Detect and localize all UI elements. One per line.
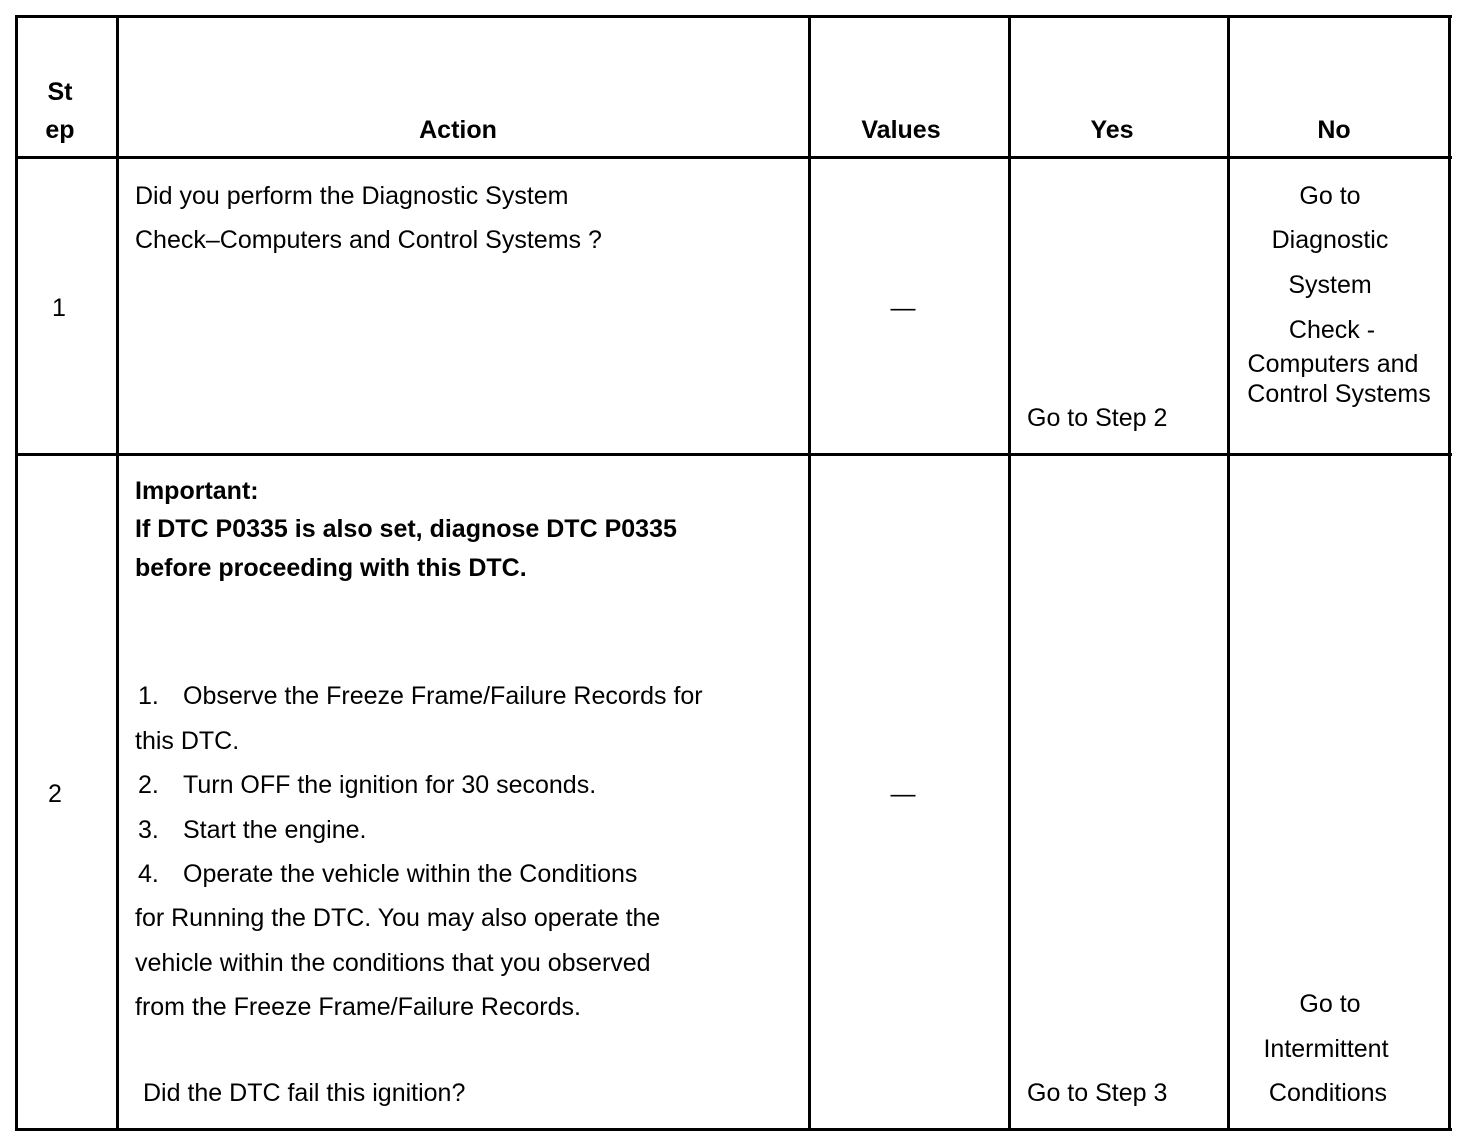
yes-link[interactable]: Go to Step 2 <box>1027 404 1168 432</box>
important-label: Important: <box>135 477 259 505</box>
list-item-number: 1. <box>138 682 159 710</box>
step-number: 1 <box>52 294 66 322</box>
header-step-line1: St <box>47 78 73 106</box>
list-item-text: Operate the vehicle within the Conditions <box>183 860 638 888</box>
list-item-number: 2. <box>138 771 159 799</box>
values-dash: — <box>890 294 916 322</box>
header-yes: Yes <box>1090 116 1134 144</box>
question-text: Did the DTC fail this ignition? <box>143 1079 466 1107</box>
header-divider <box>15 156 1452 159</box>
header-values: Values <box>861 116 941 144</box>
list-item-number: 3. <box>138 816 159 844</box>
table-border-left <box>15 15 18 1131</box>
no-link-line[interactable]: System <box>1288 271 1372 299</box>
column-divider-values <box>1008 15 1011 1131</box>
no-link-line[interactable]: Go to <box>1299 182 1361 210</box>
list-item-text: Turn OFF the ignition for 30 seconds. <box>183 771 597 799</box>
list-item-text: for Running the DTC. You may also operate the <box>135 904 661 932</box>
no-link-line[interactable]: Intermittent <box>1263 1035 1389 1063</box>
table-border-top <box>15 15 1452 18</box>
header-no: No <box>1317 116 1351 144</box>
no-link-line[interactable]: Check - <box>1288 316 1376 344</box>
list-item-text: Observe the Freeze Frame/Failure Records for <box>183 682 703 710</box>
column-divider-yes <box>1227 15 1230 1131</box>
action-text: Check–Computers and Control Systems ? <box>135 226 602 254</box>
no-link-line[interactable]: Computers and <box>1247 350 1419 378</box>
table-border-bottom <box>15 1128 1452 1131</box>
row-divider <box>15 453 1452 456</box>
important-text: before proceeding with this DTC. <box>135 554 527 582</box>
yes-link[interactable]: Go to Step 3 <box>1027 1079 1168 1107</box>
action-text: Did you perform the Diagnostic System <box>135 182 569 210</box>
no-link-line[interactable]: Conditions <box>1268 1079 1388 1107</box>
list-item-text: vehicle within the conditions that you observed <box>135 949 651 977</box>
no-link-line[interactable]: Control Systems <box>1247 380 1431 408</box>
table-border-right <box>1448 15 1451 1131</box>
header-action: Action <box>419 116 497 144</box>
no-link-line[interactable]: Diagnostic <box>1271 226 1389 254</box>
list-item-number: 4. <box>138 860 159 888</box>
list-item-text: Start the engine. <box>183 816 367 844</box>
list-item-text: from the Freeze Frame/Failure Records. <box>135 993 581 1021</box>
header-step-line2: ep <box>45 116 75 144</box>
values-dash: — <box>890 780 916 808</box>
list-item-text: this DTC. <box>135 727 240 755</box>
column-divider-step <box>116 15 119 1131</box>
step-number: 2 <box>48 780 62 808</box>
column-divider-action <box>808 15 811 1131</box>
important-text: If DTC P0335 is also set, diagnose DTC P0335 <box>135 515 677 543</box>
no-link-line[interactable]: Go to <box>1299 990 1361 1018</box>
